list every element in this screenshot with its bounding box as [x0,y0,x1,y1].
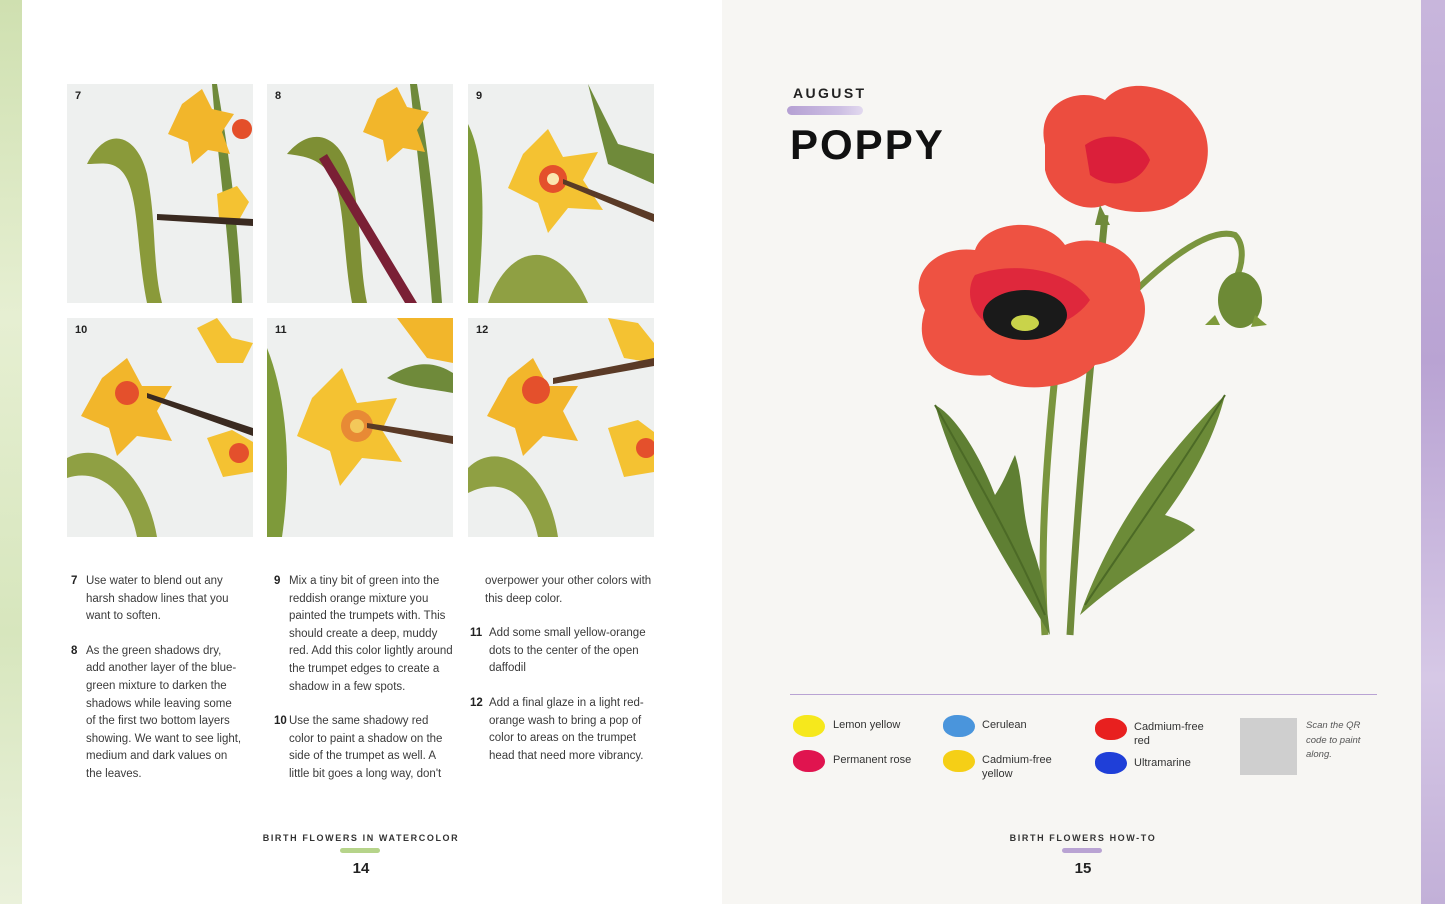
instruction-step-12: 12 Add a final glaze in a light red-orange wash to bring a pop of color to areas on the trumpet head that need more vibrancy. [470,696,644,762]
flower-title: POPPY [790,121,945,168]
step-photo-10 [67,318,253,537]
instructions-column-3 [470,573,660,782]
month-label: AUGUST [793,85,867,101]
instructions-column-2 [274,573,456,801]
step-number: 12 [476,324,489,336]
footer-swash-purple [1062,848,1102,853]
page-number-left: 14 [352,860,370,877]
instruction-step-10: 10 Use the same shadowy red color to paint a shadow on the side of the trumpet as well. A little bit goes a long way, don't [274,715,443,780]
step-photo-9 [468,84,654,303]
left-page-edge [0,0,22,904]
step-number: 9 [476,90,483,102]
swatch-ultramarine [1095,752,1127,774]
swatch-cerulean [943,715,975,737]
palette-divider [790,694,1377,695]
daffodil-painting-image [468,84,654,303]
swatch-cadmium-free-yellow [943,750,975,772]
right-page-edge [1421,0,1445,904]
swatch-label-permanent-rose: Permanent rose [833,754,912,766]
swatch-label-cerulean: Cerulean [982,719,1027,731]
instruction-step-10-continued: overpower your other colors with this deep color. [485,575,652,605]
daffodil-painting-image [267,318,453,537]
swatch-lemon-yellow [793,715,825,737]
step-number: 7 [75,90,82,102]
daffodil-painting-image [67,318,253,537]
step-photo-7 [67,84,253,303]
swatch-label-lemon-yellow: Lemon yellow [833,719,901,731]
swatch-label-cadmium-free-red: Cadmium-free red [1134,721,1204,747]
instruction-step-9: 9 Mix a tiny bit of green into the reddish orange mixture you painted the trumpets with. This should create a deep, muddy red. Add this color lightly around the trumpet edges to create a shadow in a few spots. [274,575,453,693]
swatch-label-cadmium-free-yellow: Cadmium-free yellow [982,754,1052,780]
step-number: 8 [275,90,282,102]
instruction-step-7: 7 Use water to blend out any harsh shadow lines that you want to soften. [71,575,229,623]
step-number: 10 [75,324,88,336]
running-footer-left: BIRTH FLOWERS IN WATERCOLOR [262,833,460,843]
qr-caption: Scan the QR code to paint along. [1306,720,1361,760]
daffodil-painting-image [267,84,453,303]
instructions-column-1 [71,573,243,801]
instruction-step-8: 8 As the green shadows dry, add another layer of the blue-green mixture to darken the shadows while leaving some of the first two bottom layers showing. We want to see light, medium and dark values on the leaves. [71,644,242,780]
poppy-illustration [895,75,1275,655]
qr-code[interactable] [1240,718,1297,775]
step-number: 11 [275,324,287,336]
daffodil-painting-image [67,84,253,303]
swatch-permanent-rose [793,750,825,772]
footer-swash-green [340,848,380,853]
month-swash [787,106,863,115]
swatch-label-ultramarine: Ultramarine [1134,757,1191,769]
step-photo-8 [267,84,453,303]
instruction-step-11: 11 Add some small yellow-orange dots to the center of the open daffodil [470,627,646,675]
step-photo-11 [267,318,453,537]
swatch-cadmium-free-red [1095,718,1127,740]
running-footer-right: BIRTH FLOWERS HOW-TO [1009,833,1157,843]
step-photo-12 [468,318,654,537]
page-number-right: 15 [1074,860,1092,877]
daffodil-painting-image [468,318,654,537]
